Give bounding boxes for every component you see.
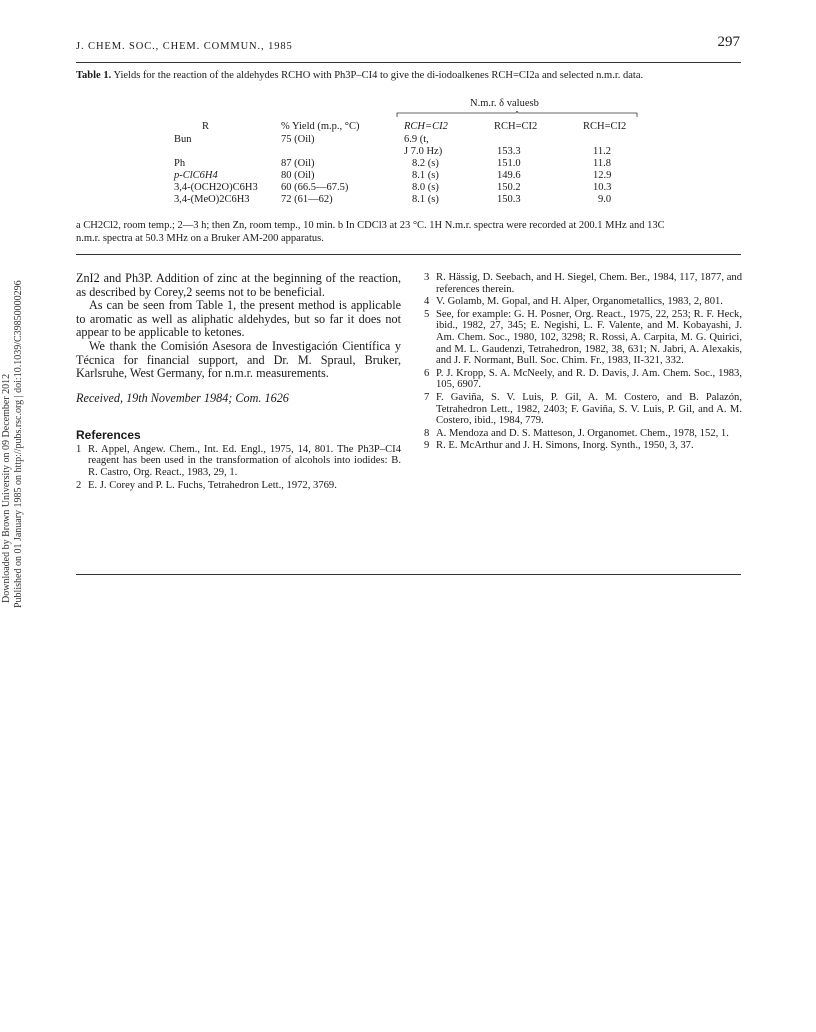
reference-text: F. Gaviña, S. V. Luis, P. Gil, A. M. Costero, and B. Palazón, Tetrahedron Lett., 1982, 2403; F. Gaviña, S. V. Luis, P. Gil, and A. M. Costero, ibid., 1984, 779.: [436, 391, 742, 427]
reference-text: A. Mendoza and D. S. Matteson, J. Organomet. Chem., 1978, 152, 1.: [436, 427, 729, 439]
table-cell-c2: 10.3: [593, 182, 612, 193]
journal-header: J. CHEM. SOC., CHEM. COMMUN., 1985: [76, 41, 293, 52]
reference-item: [424, 309, 742, 367]
col-header-r: R: [202, 121, 210, 132]
table-cell-yield: 75 (Oil): [281, 134, 315, 145]
table-cell-yield: 87 (Oil): [281, 158, 315, 169]
reference-number: 6: [424, 367, 430, 379]
col-header-c2: RCH=CI2: [583, 121, 627, 132]
table-cell-yield: 80 (Oil): [281, 170, 315, 181]
body-paragraph: As can be seen from Table 1, the present method is applicable to aromatic as well as aliphatic aldehydes, but so far it does not appear to be applicable to ketones.: [76, 298, 401, 340]
table-cell-h: 8.1 (s): [412, 170, 439, 181]
reference-item: [424, 368, 742, 391]
table-cell-r: 3,4-(OCH2O)C6H3: [174, 182, 258, 193]
table-footnotes: [76, 219, 741, 245]
col-header-h: RCH=CI2: [404, 121, 448, 132]
page-number: 297: [717, 34, 740, 50]
reference-number: 2: [76, 479, 82, 491]
reference-item: [424, 440, 742, 452]
reference-number: 3: [424, 272, 430, 283]
table-end-rule: [76, 254, 741, 255]
table-cell-r: Ph: [174, 158, 186, 169]
reference-item: [76, 480, 401, 492]
received-date: Received, 19th November 1984; Com. 1626: [76, 390, 289, 405]
table-cell-c2: 11.8: [593, 158, 611, 169]
body-left-column: [76, 272, 401, 492]
table-cell-r: 3,4-(MeO)2C6H3: [174, 194, 250, 205]
table-cell-h: 6.9 (t,: [404, 134, 429, 145]
download-line: Downloaded by Brown University on 09 December 2012: [1, 373, 12, 603]
reference-text: E. J. Corey and P. L. Fuchs, Tetrahedron Lett., 1972, 3769.: [88, 479, 337, 491]
doi-line: Published on 01 January 1985 on http://pubs.rsc.org | doi:10.1039/C39850000296: [13, 280, 24, 608]
reference-number: 7: [424, 391, 430, 403]
table-cell-c2: 12.9: [593, 170, 612, 181]
table-cell-r: p-ClC6H4: [174, 170, 218, 181]
table-cell-h: 8.1 (s): [412, 194, 439, 205]
table-cell-c1: 151.0: [497, 158, 521, 169]
nmr-group-header: N.m.r. δ valuesb: [470, 98, 539, 109]
reference-number: 8: [424, 427, 430, 439]
reference-item: [76, 444, 401, 479]
table-cell-r: Bun: [174, 134, 192, 145]
reference-number: 9: [424, 440, 430, 452]
col-header-yield: % Yield (m.p., °C): [281, 121, 360, 132]
reference-number: 4: [424, 296, 430, 308]
table-caption-text: Yields for the reaction of the aldehydes RCHO with Ph3P–CI4 to give the di-iodoalkenes RCH=CI2a and selected n.m.r. data.: [113, 70, 644, 81]
reference-number: 1: [76, 443, 82, 455]
table-cell-c1: 153.3: [497, 146, 521, 157]
table-footnote-line: a CH2Cl2, room temp.; 2—3 h; then Zn, room temp., 10 min. b In CDCl3 at 23 °C. 1H N.m.r. spectra were recorded at 200.1 MHz and 13C: [76, 220, 665, 231]
reference-text: V. Golamb, M. Gopal, and H. Alper, Organometallics, 1983, 2, 801.: [436, 296, 723, 308]
table-cell-c1: 150.3: [497, 194, 521, 205]
reference-text: See, for example: G. H. Posner, Org. React., 1975, 22, 253; R. F. Heck, ibid., 1982, 27, 345; E. Negishi, L. F. Valente, and M. Kobayashi, J. Am. Chem. Soc., 1980, 102, 3298; R. Rossi, A. Carpita, M. G. Quirici, and M. L. Gaudenzi, Tetrahedron, 1982, 38, 631; N. Jabri, A. Alexakis, and J. F. Normant, Bull. Soc. Chim. Fr., 1983, II-321, 332.: [436, 308, 742, 367]
reference-text: P. J. Kropp, S. A. McNeely, and R. D. Davis, J. Am. Chem. Soc., 1983, 105, 6907.: [436, 367, 742, 391]
table-cell-c1: 150.2: [497, 182, 521, 193]
table-cell-h: 8.2 (s): [412, 158, 439, 169]
reference-item: [424, 272, 742, 295]
reference-text: R. E. McArthur and J. H. Simons, Inorg. Synth., 1950, 3, 37.: [436, 440, 694, 452]
page-bottom-rule: [76, 574, 741, 575]
acknowledgement-paragraph: We thank the Comisión Asesora de Investigación Científica y Técnica for financial support, and Dr. M. Spraul, Bruker, Karlsruhe, West Germany, for n.m.r. measurements.: [76, 338, 401, 381]
table-cell-h: 8.0 (s): [412, 182, 439, 193]
table-cell-yield: 60 (66.5—67.5): [281, 182, 349, 193]
reference-text: R. Appel, Angew. Chem., Int. Ed. Engl., 1975, 14, 801. The Ph3P–CI4 reagent has been used in the transformation of alcohols into iodides: B. R. Castro, Org. React., 1983, 29, 1.: [88, 443, 401, 478]
table-cell-yield: 72 (61—62): [281, 194, 333, 205]
references-heading: References: [76, 427, 141, 442]
body-right-column: [424, 272, 742, 453]
table-cell-c1: 149.6: [497, 170, 521, 181]
reference-item: [424, 392, 742, 427]
table-footnote-line: n.m.r. spectra at 50.3 MHz on a Bruker AM-200 apparatus.: [76, 233, 324, 244]
reference-item: [424, 428, 742, 440]
col-header-c1: RCH=CI2: [494, 121, 538, 132]
reference-item: [424, 296, 742, 308]
table-caption-label: Table 1.: [76, 70, 112, 81]
nmr-table: [0, 0, 816, 220]
table-cell-c2: 9.0: [598, 194, 612, 205]
table-cell-c2: 11.2: [593, 146, 611, 157]
table-cell-h: J 7.0 Hz): [404, 146, 443, 157]
reference-text: R. Hässig, D. Seebach, and H. Siegel, Chem. Ber., 1984, 117, 1877, and references therein.: [436, 272, 742, 295]
reference-number: 5: [424, 308, 430, 320]
body-paragraph: ZnI2 and Ph3P. Addition of zinc at the beginning of the reaction, as described by Corey,2 seems not to be beneficial.: [76, 271, 401, 299]
